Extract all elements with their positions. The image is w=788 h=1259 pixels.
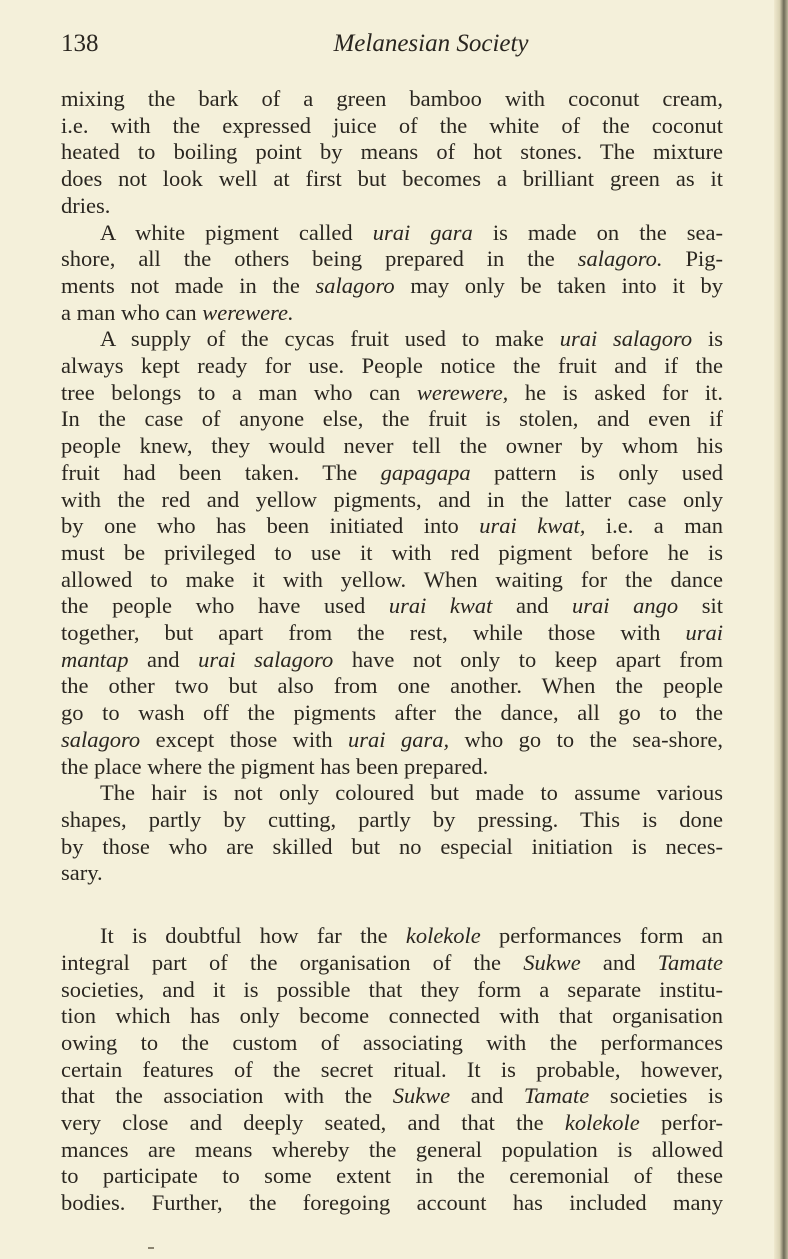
- text-run: to participate to some extent in the ceremonial of these: [61, 1163, 723, 1189]
- text-run: the place where the pigment has been prepared.: [61, 753, 489, 779]
- text-line: [61, 220, 723, 247]
- text-line: [61, 513, 723, 540]
- text-run: a man who can: [61, 299, 203, 325]
- text-run: mixing the bark of a green bamboo with coconut cream,: [61, 86, 723, 111]
- page-header: [61, 30, 723, 64]
- text-line: [61, 923, 723, 950]
- text-line: [61, 780, 723, 807]
- text-line: [61, 860, 723, 887]
- text-line: [61, 1110, 723, 1137]
- text-run: by one who has been initiated into: [61, 513, 480, 539]
- text-run: A white pigment called: [100, 219, 373, 245]
- text-run: must be privileged to use it with red pigment before he is: [61, 539, 723, 565]
- text-run: A supply of the cycas fruit used to make: [100, 326, 560, 352]
- text-run: and: [580, 949, 658, 975]
- italic-term: urai gara: [372, 219, 473, 245]
- text-run: integral part of the organisation of the: [61, 949, 524, 975]
- text-run: sary.: [61, 860, 103, 886]
- text-line: [61, 326, 723, 353]
- text-line: [61, 300, 723, 327]
- text-line: [61, 593, 723, 620]
- text-run: who go to the sea-shore,: [449, 726, 723, 752]
- italic-term: kolekole: [564, 1110, 640, 1136]
- text-run: bodies. Further, the foregoing account has included many: [61, 1190, 723, 1216]
- text-line: [61, 487, 723, 514]
- paragraph: [61, 326, 723, 780]
- text-line: [61, 166, 723, 193]
- text-line: [61, 673, 723, 700]
- text-line: [61, 460, 723, 487]
- text-line: [61, 1190, 723, 1217]
- text-line: [61, 540, 723, 567]
- text-line: [61, 1030, 723, 1057]
- text-run: the other two but also from one another. When the people: [61, 673, 723, 699]
- text-run: is: [692, 326, 724, 352]
- text-run: The hair is not only coloured but made to assume various: [100, 780, 723, 806]
- italic-term: salagoro: [61, 726, 141, 752]
- print-mark: [148, 1247, 154, 1249]
- paragraph: [61, 780, 723, 887]
- text-run: perfor-: [639, 1110, 723, 1136]
- text-run: societies is: [589, 1083, 723, 1109]
- text-run: is made on the sea-: [472, 219, 723, 245]
- italic-term: urai kwat: [388, 593, 493, 619]
- text-line: [61, 406, 723, 433]
- text-run: heated to boiling point by means of hot stones. The mixture: [61, 139, 723, 165]
- italic-term: Sukwe: [392, 1083, 451, 1109]
- text-run: pattern is only used: [470, 459, 723, 485]
- text-line: [61, 977, 723, 1004]
- text-run: shore, all the others being prepared in the: [61, 246, 578, 272]
- text-run: shapes, partly by cutting, partly by pressing. This is done: [61, 806, 723, 832]
- text-run: may only be taken into it by: [394, 272, 723, 298]
- text-run: performances form an: [480, 923, 723, 949]
- italic-term: urai salagoro: [559, 326, 693, 352]
- body-text: [61, 86, 723, 1217]
- text-run: It is doubtful how far the: [100, 923, 406, 949]
- text-run: fruit had been taken. The: [61, 459, 381, 485]
- text-run: allowed to make it with yellow. When waiting for the dance: [61, 566, 723, 592]
- text-run: and: [450, 1083, 524, 1109]
- italic-term: urai ango: [572, 593, 679, 619]
- text-line: [61, 567, 723, 594]
- text-run: tion which has only become connected with that organisation: [61, 1003, 723, 1029]
- paragraph: [61, 923, 723, 1217]
- text-run: Pig-: [662, 246, 724, 272]
- text-run: with the red and yellow pigments, and in the latter case only: [61, 486, 723, 512]
- text-line: [61, 807, 723, 834]
- italic-term: Tamate: [523, 1083, 590, 1109]
- page-number: 138: [61, 30, 99, 57]
- italic-term: werewere.: [202, 299, 294, 325]
- text-line: [61, 433, 723, 460]
- text-run: people knew, they would never tell the owner by whom his: [61, 433, 723, 459]
- text-run: very close and deeply seated, and that the: [61, 1110, 565, 1136]
- text-line: [61, 86, 723, 113]
- text-line: [61, 353, 723, 380]
- text-line: [61, 950, 723, 977]
- italic-term: salagoro: [315, 272, 395, 298]
- text-run: and: [492, 593, 573, 619]
- text-line: [61, 1057, 723, 1084]
- italic-term: urai: [685, 620, 723, 646]
- text-run: certain features of the secret ritual. It is probable, however,: [61, 1056, 723, 1082]
- text-line: [61, 647, 723, 674]
- text-run: societies, and it is possible that they form a separate institu-: [61, 976, 723, 1002]
- text-line: [61, 1163, 723, 1190]
- text-run: mances are means whereby the general population is allowed: [61, 1136, 723, 1162]
- italic-term: werewere,: [416, 379, 509, 405]
- text-run: together, but apart from the rest, while those with: [61, 620, 686, 646]
- text-run: does not look well at first but becomes a brilliant green as it: [61, 166, 723, 192]
- text-run: owing to the custom of associating with the performances: [61, 1029, 723, 1055]
- italic-term: gapagapa: [380, 459, 471, 485]
- text-run: have not only to keep apart from: [333, 646, 724, 672]
- italic-term: salagoro.: [577, 246, 663, 272]
- text-line: [61, 620, 723, 647]
- text-run: and: [128, 646, 199, 672]
- text-run: dries.: [61, 192, 111, 218]
- italic-term: urai kwat,: [479, 513, 586, 539]
- text-line: [61, 139, 723, 166]
- text-run: In the case of anyone else, the fruit is stolen, and even if: [61, 406, 723, 432]
- text-run: go to wash off the pigments after the dance, all go to the: [61, 700, 723, 726]
- text-line: [61, 113, 723, 140]
- text-line: [61, 700, 723, 727]
- text-line: [61, 1137, 723, 1164]
- text-run: that the association with the: [61, 1083, 393, 1109]
- text-line: [61, 727, 723, 754]
- italic-term: kolekole: [405, 923, 481, 949]
- text-run: sit: [678, 593, 723, 619]
- italic-term: Sukwe: [523, 949, 581, 975]
- italic-term: urai salagoro: [198, 646, 334, 672]
- italic-term: mantap: [61, 646, 129, 672]
- text-line: [61, 1083, 723, 1110]
- page-gutter-shadow: [774, 0, 788, 1259]
- italic-term: urai gara,: [348, 726, 450, 752]
- text-run: ments not made in the: [61, 272, 316, 298]
- text-run: he is asked for it.: [508, 379, 723, 405]
- text-line: [61, 754, 723, 781]
- text-run: tree belongs to a man who can: [61, 379, 417, 405]
- text-run: i.e. with the expressed juice of the white of the coconut: [61, 112, 723, 138]
- paragraph: [61, 86, 723, 220]
- text-run: the people who have used: [61, 593, 389, 619]
- text-line: [61, 380, 723, 407]
- text-line: [61, 1003, 723, 1030]
- text-line: [61, 273, 723, 300]
- running-title: Melanesian Society: [333, 30, 529, 57]
- italic-term: Tamate: [657, 949, 723, 975]
- text-line: [61, 246, 723, 273]
- text-line: [61, 834, 723, 861]
- text-run: except those with: [140, 726, 349, 752]
- paragraph: [61, 220, 723, 327]
- text-line: [61, 193, 723, 220]
- text-run: i.e. a man: [585, 513, 723, 539]
- text-run: always kept ready for use. People notice the fruit and if the: [61, 353, 723, 379]
- text-run: by those who are skilled but no especial initiation is neces-: [61, 833, 723, 859]
